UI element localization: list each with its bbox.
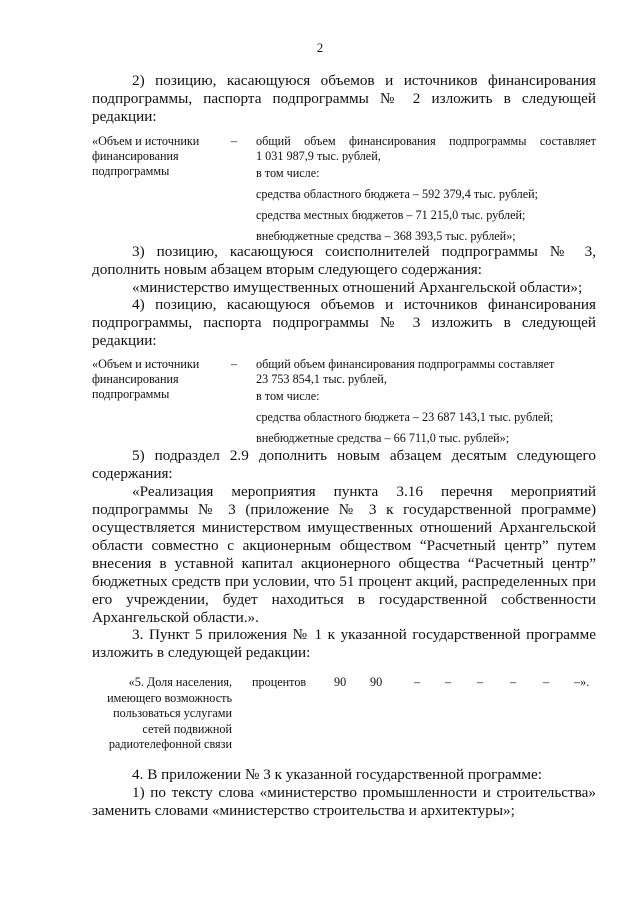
text-line: подпрограммы, паспорта подпрограммы № 2 изложить в следующей [92,90,596,107]
row-dash: – [414,675,421,689]
table-left-cell [92,357,222,402]
table-dash: – [231,357,238,371]
row-dash: –». [574,675,590,689]
text-line: бюджетных средств при условии, что 51 процент акций, распределенных при [92,573,596,590]
text-line: его учреждении, будет находиться в государственной собственности [92,591,596,608]
text-line: подпрограммы, паспорта подпрограммы № 3 изложить в следующей [92,314,596,331]
text-line: общий объем финансирования подпрограммы составляет [256,134,596,148]
text-line: средства местных бюджетов – 71 215,0 тыс. рублей; [256,208,526,222]
text-line: подпрограммы [92,164,170,178]
text-line: пользоваться услугами [113,706,232,720]
text-line: 3) позицию, касающуюся соисполнителей подпрограммы № 3, [132,243,596,260]
text-line: «министерство имущественных отношений Архангельской области»; [132,279,583,296]
item-4-paragraph [92,296,596,350]
text-line: редакции: [92,108,157,125]
text-line: области совместно с акционерным обществом “Расчетный центр” путем [92,537,596,554]
table-right-cell [256,357,576,450]
text-line: подпрограммы № 3 (приложение № 3 к государственной программе) [92,501,596,518]
text-line: Архангельской области.». [92,609,259,626]
text-line: в том числе: [256,166,320,180]
text-line: радиотелефонной связи [108,737,232,751]
text-line: средства областного бюджета – 23 687 143,1 тыс. рублей; [256,410,554,424]
text-line: 5) подраздел 2.9 дополнить новым абзацем десятым следующего [132,447,596,464]
text-line: 1 031 987,9 тыс. рублей, [256,149,381,163]
text-line: подпрограммы [92,387,170,401]
item-2-paragraph [92,72,596,126]
text-line: «5. Доля населения, [128,675,232,689]
text-line: «Объем и источники [92,134,200,148]
row-dash: – [543,675,550,689]
row-value: 90 [334,675,347,689]
row-dash: – [510,675,517,689]
item-3-paragraph [92,243,596,297]
text-line: 3. Пункт 5 приложения № 1 к указанной государственной программе [132,626,596,643]
text-line: 23 753 854,1 тыс. рублей, [256,372,387,386]
appendix-1-row-5 [92,675,596,755]
text-line: средства областного бюджета – 592 379,4 тыс. рублей; [256,187,539,201]
row-label [92,675,232,753]
point-4-paragraph [92,766,596,820]
text-line: имеющего возможность [107,690,232,705]
item-5-paragraph [92,447,596,627]
text-line: содержания: [92,465,173,482]
text-line: заменить словами «министерство строительства и архитектуры»; [92,802,515,819]
text-line: изложить в следующей редакции: [92,644,311,661]
text-line: 2) позицию, касающуюся объемов и источников финансирования [132,72,596,89]
text-line: редакции: [92,332,157,349]
text-line: 4) позицию, касающуюся объемов и источников финансирования [132,296,596,313]
text-line: в том числе: [256,389,320,403]
text-line: финансирования [92,149,179,163]
text-line: 1) по тексту слова «министерство промышленности и строительства» [132,784,596,801]
table-right-cell [256,134,596,248]
table-left-cell [92,134,222,179]
row-value: 90 [370,675,383,689]
row-dash: – [477,675,484,689]
text-line: сетей подвижной [142,721,232,736]
row-unit: процентов [252,675,307,689]
table-dash: – [231,134,238,148]
text-line: «Объем и источники [92,357,200,371]
text-line: внебюджетные средства – 368 393,5 тыс. рублей»; [256,229,516,243]
page-number: 2 [316,40,324,55]
point-3-paragraph [92,626,596,662]
text-line: осуществляется министерством имущественных отношений Архангельской [92,519,596,536]
text-line: внебюджетные средства – 66 711,0 тыс. рублей»; [256,431,510,445]
text-line: «Реализация мероприятия пункта 3.16 перечня мероприятий [132,483,596,500]
text-line: внесения в уставной капитал акционерного общества “Расчетный центр” [92,555,596,572]
text-line: общий объем финансирования подпрограммы составляет [256,357,555,371]
row-dash: – [445,675,452,689]
text-line: дополнить новым абзацем вторым следующего содержания: [92,261,482,278]
text-line: финансирования [92,372,179,386]
text-line: 4. В приложении № 3 к указанной государственной программе: [132,766,542,783]
